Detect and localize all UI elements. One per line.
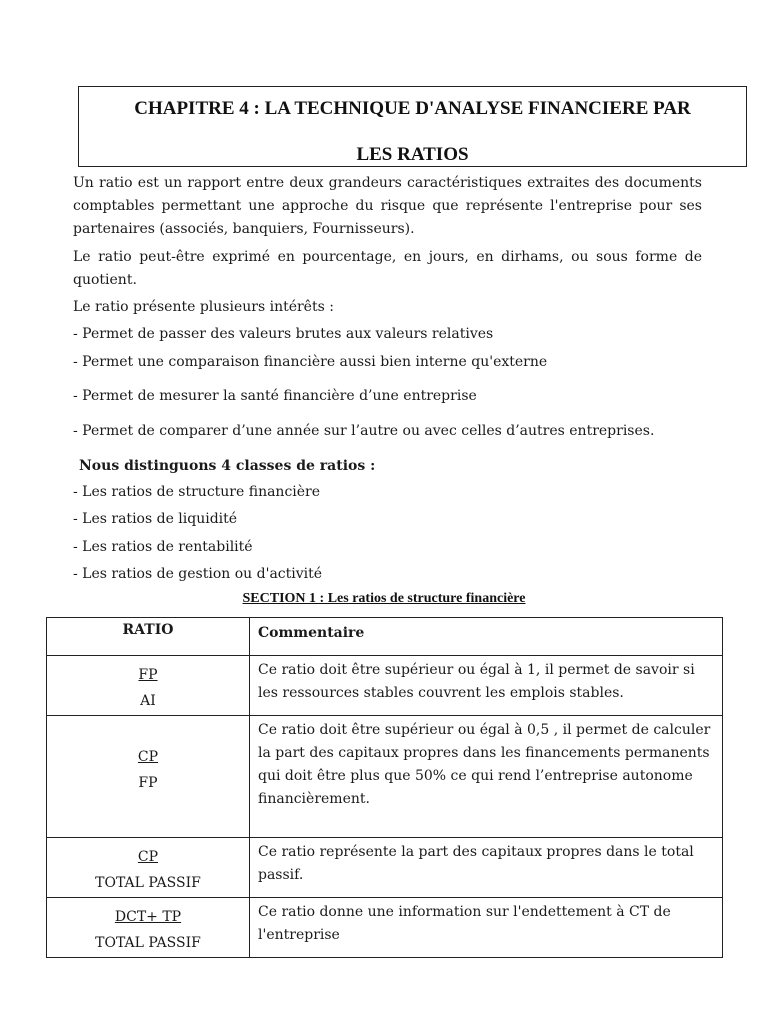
interet-item-2: - Permet une comparaison financière aussi bien interne qu'externe [73, 354, 548, 370]
table-row [47, 656, 723, 716]
table-header-row [47, 618, 723, 656]
ratio-numerator: FP [138, 667, 158, 683]
ratio-denominator: TOTAL PASSIF [95, 935, 201, 951]
ratio-numerator: CP [137, 849, 159, 865]
class-item-2: - Les ratios de liquidité [73, 511, 238, 527]
ratio-denominator: AI [140, 693, 156, 709]
class-item-1: - Les ratios de structure financière [73, 484, 321, 500]
interets-heading: Le ratio présente plusieurs intérêts : [73, 299, 334, 315]
interet-item-4: - Permet de comparer d’une année sur l’autre ou avec celles d’autres entreprises. [73, 423, 655, 439]
ratio-denominator: FP [138, 775, 158, 791]
ratio-numerator: DCT+ TP [114, 909, 182, 925]
interet-item-1: - Permet de passer des valeurs brutes aux valeurs relatives [73, 326, 494, 342]
ratios-table [46, 617, 723, 958]
header-ratio: RATIO [47, 618, 250, 656]
class-item-4: - Les ratios de gestion ou d'activité [73, 566, 323, 582]
intro-paragraph-2: Le ratio peut-être exprimé en pourcentage, en jours, en dirhams, ou sous forme de quotient. [73, 249, 702, 288]
ratio-denominator: TOTAL PASSIF [95, 875, 201, 891]
chapter-title-box [78, 86, 747, 167]
interet-item-3: - Permet de mesurer la santé financière d’une entreprise [73, 388, 477, 404]
chapter-title-line1: CHAPITRE 4 : LA TECHNIQUE D'ANALYSE FINANCIERE PAR [134, 98, 691, 119]
ratio-cell [47, 656, 250, 716]
table-row [47, 716, 723, 838]
ratio-comment: Ce ratio doit être supérieur ou égal à 0,5 , il permet de calculer la part des capitaux propres dans les financements permanents qui doit être plus que 50% ce qui rend l’entreprise autonome financièrement. [250, 716, 723, 838]
intro-paragraph-1: Un ratio est un rapport entre deux grandeurs caractéristiques extraites des documents comptables permettant une approche du risque que représente l'entreprise pour ses partenaires (associés, banquiers, Fournisseurs). [73, 175, 702, 237]
ratio-cell [47, 838, 250, 898]
table-row [47, 838, 723, 898]
chapter-title-line2: LES RATIOS [356, 144, 469, 165]
ratio-comment: Ce ratio donne une information sur l'endettement à CT de l'entreprise [250, 898, 723, 958]
ratio-comment: Ce ratio représente la part des capitaux propres dans le total passif. [250, 838, 723, 898]
classes-heading: Nous distinguons 4 classes de ratios : [79, 458, 376, 474]
ratio-comment: Ce ratio doit être supérieur ou égal à 1, il permet de savoir si les ressources stables couvrent les emplois stables. [250, 656, 723, 716]
ratio-cell [47, 716, 250, 838]
section-title: SECTION 1 : Les ratios de structure financière [242, 591, 526, 606]
ratio-numerator: CP [137, 749, 159, 765]
ratio-cell [47, 898, 250, 958]
class-item-3: - Les ratios de rentabilité [73, 539, 253, 555]
header-comment: Commentaire [250, 618, 723, 656]
table-row [47, 898, 723, 958]
